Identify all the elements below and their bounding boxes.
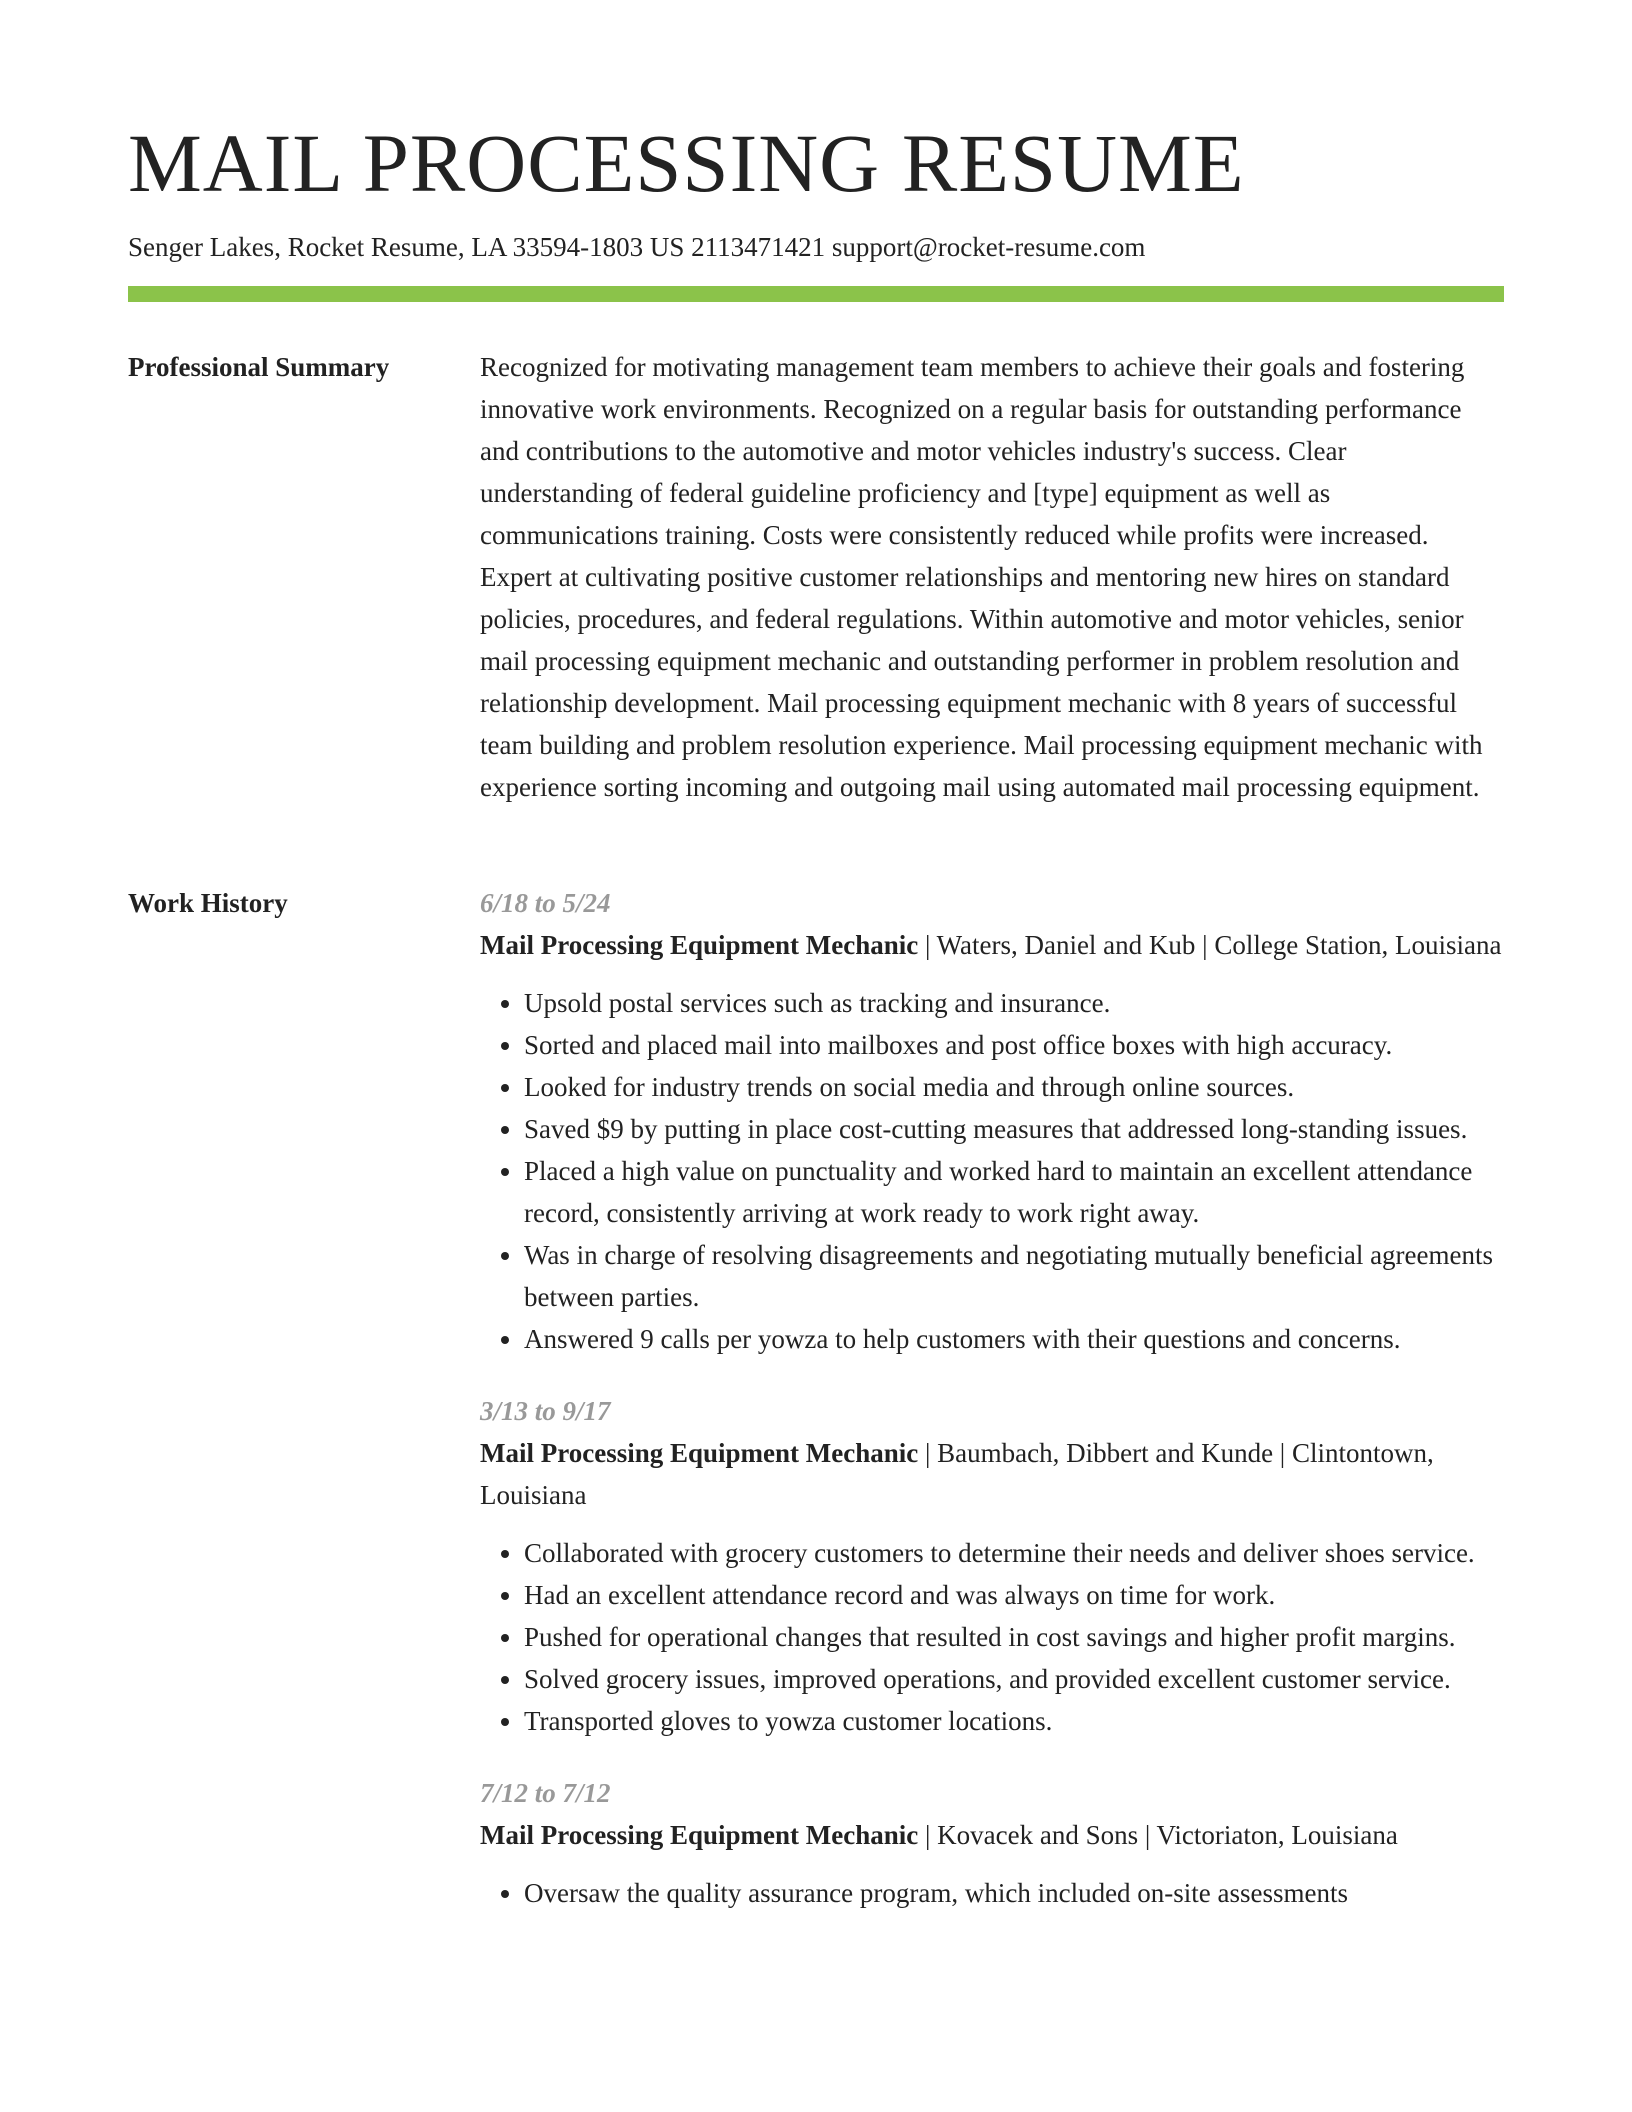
job-entry (480, 1772, 1504, 1914)
job-entry (480, 1390, 1504, 1742)
job-title: Mail Processing Equipment Mechanic (480, 1438, 919, 1468)
resume-header (128, 118, 1504, 264)
job-dates: 6/18 to 5/24 (480, 888, 611, 918)
job-bullet: • Transported gloves to yowza customer locations. (524, 1700, 1504, 1742)
job-entry (480, 882, 1504, 1360)
job-dates: 7/12 to 7/12 (480, 1778, 611, 1808)
job-bullet-list (480, 982, 1504, 1360)
job-bullet: • Placed a high value on punctuality and worked hard to maintain an excellent attendance record, consistently arriving at work ready to work right away. (524, 1150, 1504, 1234)
job-bullet: • Answered 9 calls per yowza to help customers with their questions and concerns. (524, 1318, 1504, 1360)
job-employer-location: | Baumbach, Dibbert and Kunde | Clintontown, Louisiana (480, 1438, 1434, 1510)
job-bullet: • Collaborated with grocery customers to determine their needs and deliver shoes service. (524, 1532, 1504, 1574)
job-bullet: • Pushed for operational changes that resulted in cost savings and higher profit margins. (524, 1616, 1504, 1658)
summary-text: Recognized for motivating management team members to achieve their goals and fostering innovative work environments. Recognized on a regular basis for outstanding performance and contributions to the automotive and motor vehicles industry's success. Clear understanding of federal guideline proficiency and [type] equipment as well as communications training. Costs were consistently reduced while profits were increased. Expert at cultivating positive customer relationships and mentoring new hires on standard policies, procedures, and federal regulations. Within automotive and motor vehicles, senior mail processing equipment mechanic and outstanding performer in problem resolution and relationship development. Mail processing equipment mechanic with 8 years of successful team building and problem resolution experience. Mail processing equipment mechanic with experience sorting incoming and outgoing mail using automated mail processing equipment. (480, 352, 1483, 802)
job-bullet: • Had an excellent attendance record and was always on time for work. (524, 1574, 1504, 1616)
section-heading-work-history: Work History (128, 888, 288, 918)
job-title: Mail Processing Equipment Mechanic (480, 1820, 919, 1850)
job-heading (480, 1432, 1504, 1516)
summary-body (480, 346, 1504, 808)
job-bullet: • Was in charge of resolving disagreements and negotiating mutually beneficial agreements between parties. (524, 1234, 1504, 1318)
job-bullet-list (480, 1872, 1504, 1914)
job-bullet: • Sorted and placed mail into mailboxes and post office boxes with high accuracy. (524, 1024, 1504, 1066)
job-bullet: • Looked for industry trends on social media and through online sources. (524, 1066, 1504, 1108)
job-heading (480, 924, 1504, 966)
job-bullet: • Upsold postal services such as tracking and insurance. (524, 982, 1504, 1024)
job-bullet: • Solved grocery issues, improved operations, and provided excellent customer service. (524, 1658, 1504, 1700)
job-employer-location: | Waters, Daniel and Kub | College Station, Louisiana (918, 930, 1502, 960)
job-dates: 3/13 to 9/17 (480, 1396, 611, 1426)
job-heading (480, 1814, 1504, 1856)
resume-title: MAIL PROCESSING RESUME (128, 117, 1245, 209)
job-bullet: • Oversaw the quality assurance program, which included on-site assessments (524, 1872, 1504, 1914)
section-heading-summary: Professional Summary (128, 352, 390, 382)
job-employer-location: | Kovacek and Sons | Victoriaton, Louisiana (918, 1820, 1398, 1850)
job-bullet-list (480, 1532, 1504, 1742)
header-divider (128, 286, 1504, 302)
contact-line: Senger Lakes, Rocket Resume, LA 33594-1803 US 2113471421 support@rocket-resume.com (128, 232, 1146, 263)
job-bullet: • Saved $9 by putting in place cost-cutting measures that addressed long-standing issues. (524, 1108, 1504, 1150)
work-history-body (480, 882, 1504, 1944)
job-title: Mail Processing Equipment Mechanic (480, 930, 919, 960)
